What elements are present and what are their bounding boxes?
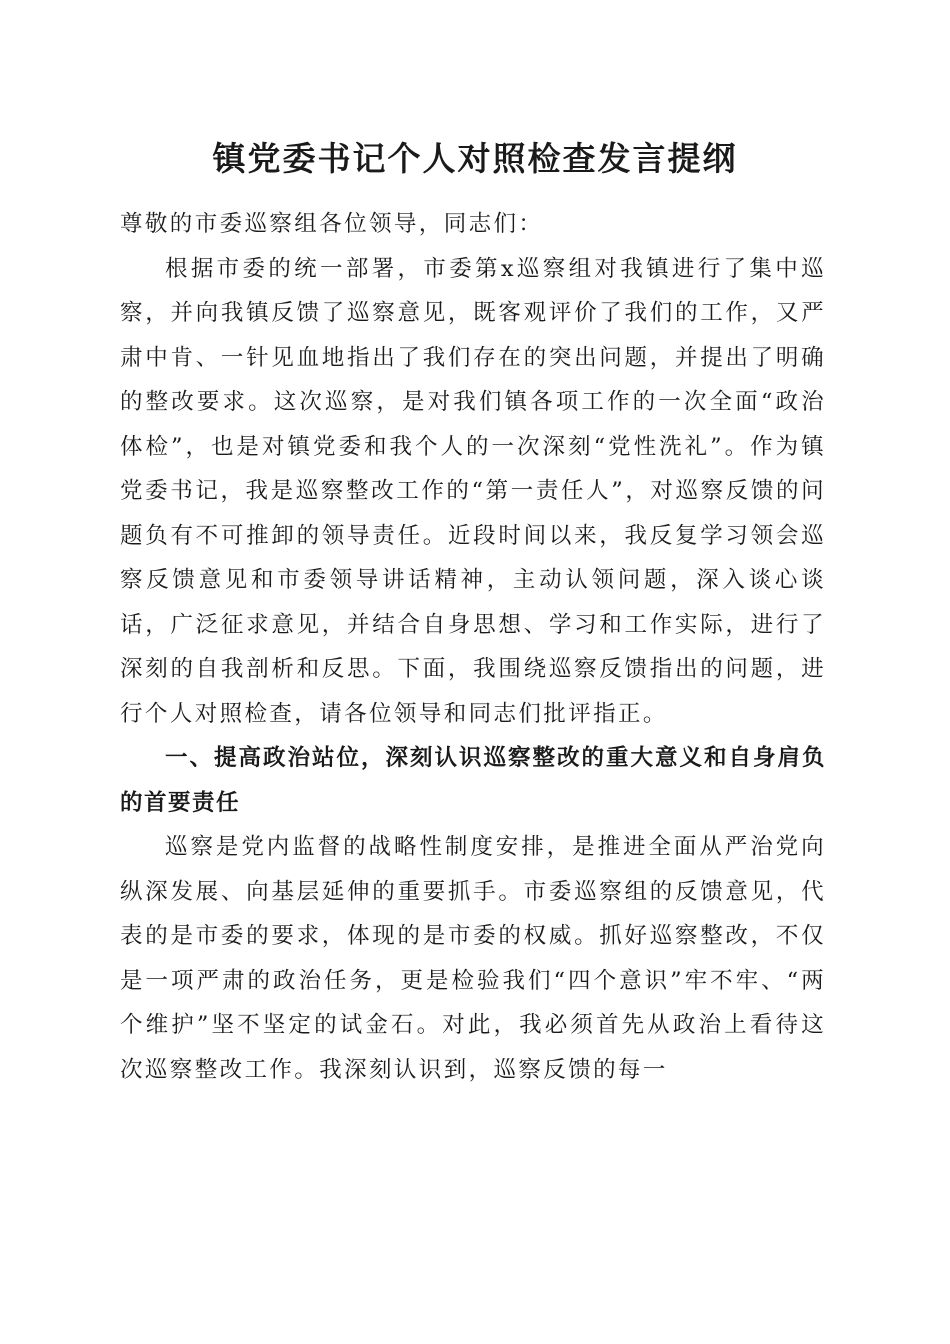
paragraph-intro: 根据市委的统一部署，市委第x巡察组对我镇进行了集中巡察，并向我镇反馈了巡察意见，既客观评价了我们的工作，又严肃中肯、一针见血地指出了我们存在的突出问题，并提出了明确的整改要求。这次巡察，是对我们镇各项工作的一次全面“政治体检”，也是对镇党委和我个人的一次深刻“党性洗礼”。作为镇党委书记，我是巡察整改工作的“第一责任人”，对巡察反馈的问题负有不可推卸的领导责任。近段时间以来，我反复学习领会巡察反馈意见和市委领导讲话精神，主动认领问题，深入谈心谈话，广泛征求意见，并结合自身思想、学习和工作实际，进行了深刻的自我剖析和反思。下面，我围绕巡察反馈指出的问题，进行个人对照检查，请各位领导和同志们批评指正。 (120, 255, 826, 727)
section-heading-1: 一、提高政治站位，深刻认识巡察整改的重大意义和自身肩负的首要责任 (120, 745, 826, 816)
paragraph-section-1: 巡察是党内监督的战略性制度安排，是推进全面从严治党向纵深发展、向基层延伸的重要抓手。市委巡察组的反馈意见，代表的是市委的要求，体现的是市委的权威。抓好巡察整改，不仅是一项严肃的政治任务，更是检验我们“四个意识”牢不牢、“两个维护”坚不坚定的试金石。对此，我必须首先从政治上看待这次巡察整改工作。我深刻认识到，巡察反馈的每一 (120, 834, 826, 1083)
document-title: 镇党委书记个人对照检查发言提纲 (212, 139, 738, 178)
document-body (120, 202, 826, 1092)
salutation: 尊敬的市委巡察组各位领导，同志们： (120, 211, 544, 237)
